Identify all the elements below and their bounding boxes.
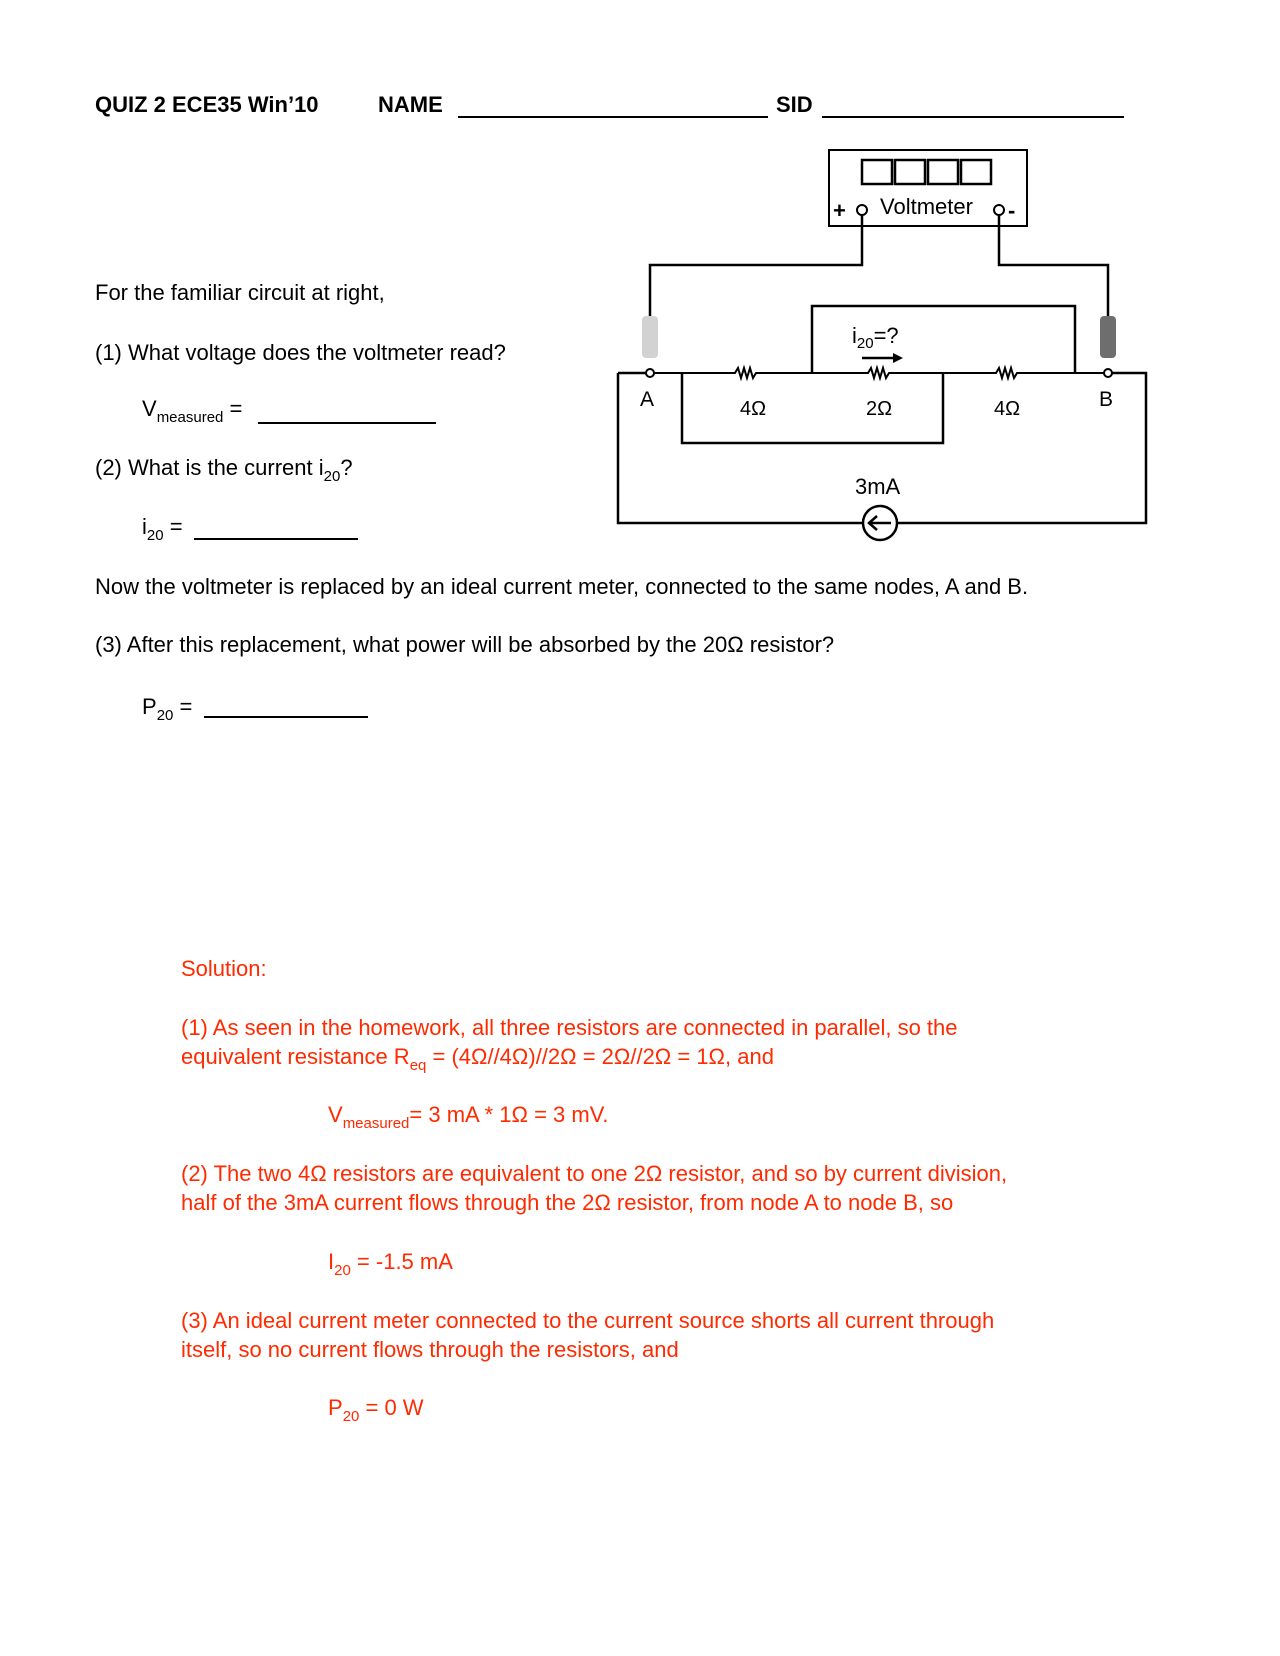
name-label: NAME — [378, 92, 443, 117]
node-b-label: B — [1099, 388, 1114, 411]
probe-b — [1100, 316, 1116, 358]
sid-label: SID — [776, 92, 813, 117]
question-2: (2) What is the current $i_{20}$? — [95, 455, 353, 485]
voltmeter-minus-terminal — [994, 205, 1004, 215]
i20-label: $i_{20}=$? — [852, 323, 899, 352]
solution-p20: $P_{20} = 0$ W — [328, 1395, 424, 1425]
q1-answer-label: $V_{measured}$ = — [142, 396, 243, 426]
solution-part1-line2: equivalent resistance $R_{eq} = (4\Omega//4\Omega)//2\Omega = 2\Omega//2\Omega = 1\Omega$, and — [181, 1044, 774, 1074]
resistor-right-4ohm — [943, 368, 1104, 378]
solution-heading: Solution: — [181, 956, 267, 981]
solution-part3-line2: itself, so no current flows through the resistors, and — [181, 1337, 679, 1362]
solution-part2-line2: half of the 3mA current flows through the 2Ω resistor, from node A to node B, so — [181, 1190, 954, 1215]
solution-v-measured: $V_{measured}= 3$ mA * 1Ω = 3 mV. — [328, 1102, 609, 1132]
voltmeter-label: Voltmeter — [880, 194, 973, 219]
circuit-diagram — [0, 0, 1280, 560]
voltmeter-display — [862, 160, 991, 184]
resistor-left-4ohm — [654, 368, 812, 378]
q2-answer-label: $i_{20}$ = — [142, 514, 183, 544]
node-a-label: A — [640, 388, 655, 411]
question-1: (1) What voltage does the voltmeter read? — [95, 340, 506, 365]
voltmeter-minus-sign: - — [1008, 198, 1016, 223]
node-a-circle — [646, 369, 654, 377]
intro-text: For the familiar circuit at right, — [95, 280, 385, 305]
voltmeter-plus-terminal — [857, 205, 867, 215]
q3-answer-label: $P_{20}$ = — [142, 694, 193, 724]
question-3: (3) After this replacement, what power will be absorbed by the 20Ω resistor? — [95, 632, 835, 657]
solution-part3-line1: (3) An ideal current meter connected to the current source shorts all current through — [181, 1308, 995, 1333]
resistor-middle-2ohm — [812, 368, 943, 378]
lead-wire-minus — [999, 215, 1108, 318]
probe-a — [642, 316, 658, 358]
voltmeter-plus-sign: + — [833, 198, 846, 223]
r-middle-label: 2Ω — [866, 398, 893, 420]
replacement-text: Now the voltmeter is replaced by an ideal current meter, connected to the same nodes, A and B. — [95, 574, 1029, 599]
q3-answer-field[interactable] — [204, 716, 368, 718]
r-right-label: 4Ω — [994, 398, 1021, 420]
i20-arrow-head — [893, 353, 903, 363]
outer-loop-wire — [618, 373, 1146, 523]
quiz-title: QUIZ 2 ECE35 Win’10 — [95, 92, 319, 117]
lead-wire-plus — [650, 215, 862, 318]
r-left-label: 4Ω — [740, 398, 767, 420]
inner-loop-wire — [682, 373, 943, 443]
solution-part2-line1: (2) The two 4Ω resistors are equivalent to one 2Ω resistor, and so by current division, — [181, 1161, 1008, 1186]
solution-i20: $I_{20} = -1.5$ mA — [328, 1249, 453, 1279]
source-value-label: 3mA — [855, 474, 901, 499]
node-b-circle — [1104, 369, 1112, 377]
solution-part1-line1: (1) As seen in the homework, all three resistors are connected in parallel, so the — [181, 1015, 958, 1040]
